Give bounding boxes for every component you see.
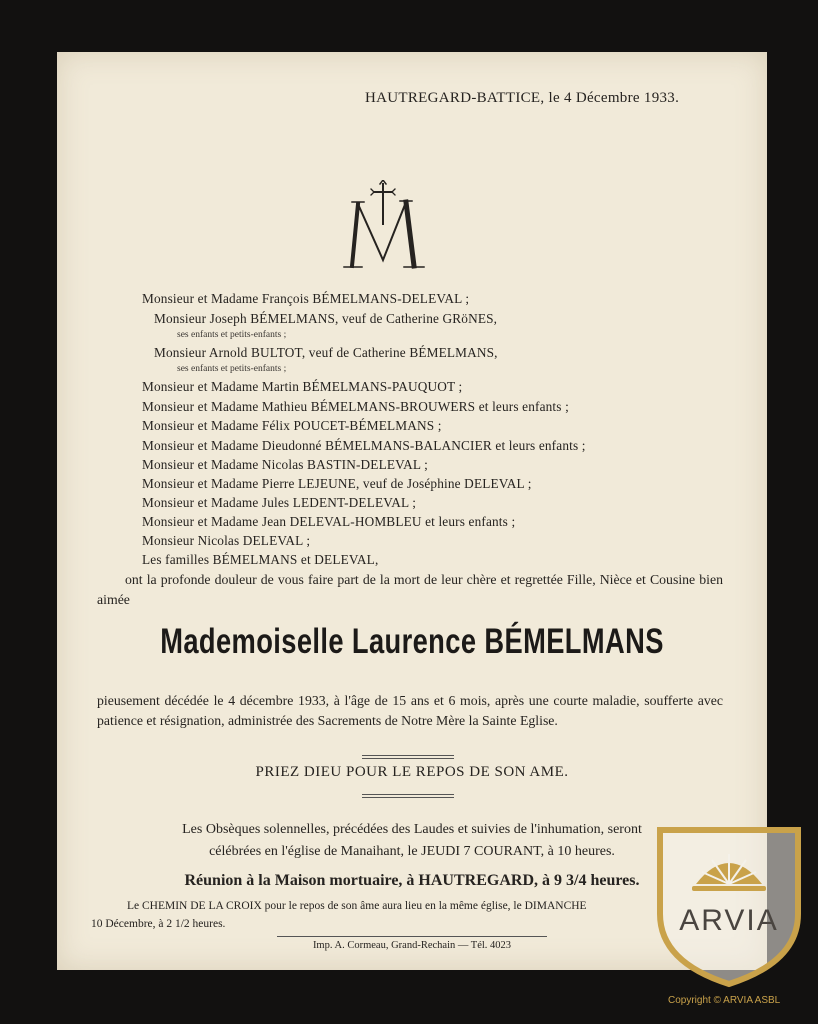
deceased-name: Mademoiselle Laurence BÉMELMANS — [160, 622, 664, 661]
family-line: Monsieur et Madame Pierre LEJEUNE, veuf de Joséphine DELEVAL ; — [142, 476, 532, 491]
prayer-line: PRIEZ DIEU POUR LE REPOS DE SON AME. — [255, 764, 569, 780]
divider — [362, 794, 454, 798]
family-line: Monsieur et Madame Félix POUCET-BÉMELMANS ; — [142, 418, 442, 433]
family-line: Monsieur et Madame Jules LEDENT-DELEVAL ; — [142, 495, 417, 510]
chemin-line-2: 10 Décembre, à 2 1/2 heures. — [91, 918, 226, 930]
imprint: Imp. A. Cormeau, Grand-Rechain — Tél. 4023 — [312, 940, 512, 951]
family-line: Monsieur et Madame François BÉMELMANS-DELEVAL ; — [142, 291, 470, 306]
family-line: Monsieur et Madame Dieudonné BÉMELMANS-BALANCIER et leurs enfants ; — [142, 438, 586, 453]
arvia-logo-icon — [652, 822, 806, 990]
marian-monogram-icon — [340, 180, 426, 276]
family-line: Monsieur et Madame Mathieu BÉMELMANS-BROUWERS et leurs enfants ; — [142, 399, 569, 414]
chemin-line-1: Le CHEMIN DE LA CROIX pour le repos de son âme aura lieu en la même église, le DIMANCHE — [127, 900, 587, 912]
family-line: Monsieur Joseph BÉMELMANS, veuf de Catherine GRöNES, — [154, 311, 498, 326]
family-line: Monsieur et Madame Nicolas BASTIN-DELEVAL ; — [142, 457, 429, 472]
imprint-divider — [277, 936, 547, 937]
family-subline: ses enfants et petits-enfants ; — [177, 364, 287, 374]
family-line: Les familles BÉMELMANS et DELEVAL, — [142, 552, 379, 567]
announcement: ont la profonde douleur de vous faire part de la mort de leur chère et regrettée Fille, Nièce et Cousine bien aimée — [97, 572, 723, 607]
family-line: Monsieur Nicolas DELEVAL ; — [142, 533, 311, 548]
reunion-line: Réunion à la Maison mortuaire, à HAUTREGARD, à 9 3/4 heures. — [184, 872, 640, 889]
divider — [362, 755, 454, 759]
place-date: HAUTREGARD-BATTICE, le 4 Décembre 1933. — [365, 90, 680, 106]
obseques-line-2: célébrées en l'église de Manaihant, le JEUDI 7 COURANT, à 10 heures. — [209, 844, 615, 859]
copyright-notice: Copyright © ARVIA ASBL — [668, 995, 781, 1006]
death-details: pieusement décédée le 4 décembre 1933, à l'âge de 15 ans et 6 mois, après une courte maladie, soufferte avec patience et résignation, administrée des Sacrements de Notre Mère la Sainte Eglise. — [97, 693, 723, 728]
svg-text:ARVIA: ARVIA — [679, 904, 779, 937]
family-line: Monsieur et Madame Martin BÉMELMANS-PAUQUOT ; — [142, 379, 463, 394]
family-line: Monsieur Arnold BULTOT, veuf de Catherine BÉMELMANS, — [154, 345, 498, 360]
family-line: Monsieur et Madame Jean DELEVAL-HOMBLEU et leurs enfants ; — [142, 514, 516, 529]
family-subline: ses enfants et petits-enfants ; — [177, 330, 287, 340]
obseques-line-1: Les Obsèques solennelles, précédées des Laudes et suivies de l'inhumation, seront — [182, 822, 642, 837]
